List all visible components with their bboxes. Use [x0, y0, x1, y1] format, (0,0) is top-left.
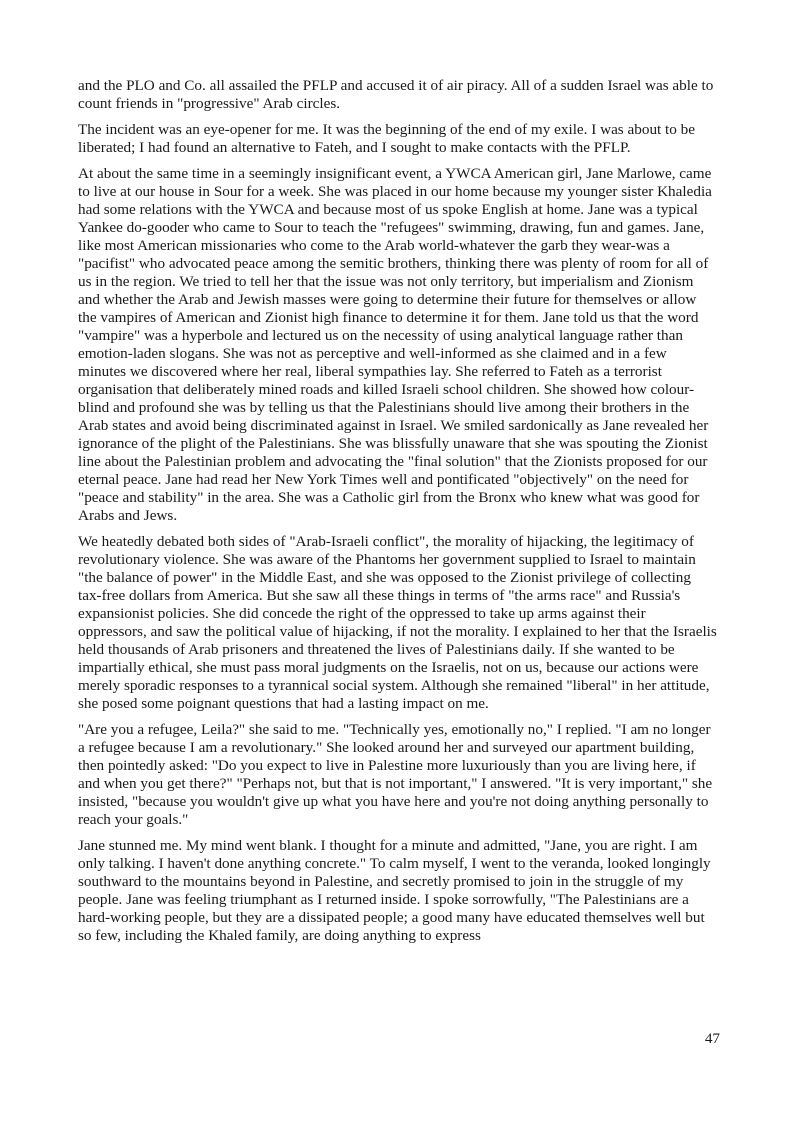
- paragraph: The incident was an eye-opener for me. It was the beginning of the end of my exile. I was about to be liberated; I had found an alternative to Fateh, and I sought to make contacts with the PFLP.: [78, 121, 695, 156]
- paragraph: We heatedly debated both sides of "Arab-Israeli conflict", the morality of hijacking, the legitimacy of revolutionary violence. She was aware of the Phantoms her government supplied to Israel to maintain "the balance of power" in the Middle East, and she was opposed to the Zionist privilege of collecting tax-free dollars from America. But she saw all these things in terms of "the arms race" and Russia's expansionist policies. She did concede the right of the oppressed to take up arms against their oppressors, and saw the political value of hijacking, if not the morality. I explained to her that the Israelis held thousands of Arab prisoners and threatened the lives of Palestinians daily. If she wanted to be impartially ethical, she must pass moral judgments on the Israelis, not on us, because our actions were merely sporadic responses to a tyrannical social system. Although she remained "liberal" in her attitude, she posed some poignant questions that had a lasting impact on me.: [78, 533, 717, 712]
- paragraph: Jane stunned me. My mind went blank. I thought for a minute and admitted, "Jane, you are right. I am only talking. I haven't done anything concrete." To calm myself, I went to the veranda, looked longingly southward to the mountains beyond in Palestine, and secretly promised to join in the struggle of my people. Jane was feeling triumphant as I returned inside. I spoke sorrowfully, "The Palestinians are a hard-working people, but they are a dissipated people; a good many have educated themselves well but so few, including the Khaled family, are doing anything to express: [78, 837, 711, 944]
- paragraph: At about the same time in a seemingly insignificant event, a YWCA American girl, Jane Marlowe, came to live at our house in Sour for a week. She was placed in our home because my younger sister Khaledia had some relations with the YWCA and because most of us spoke English at home. Jane was a typical Yankee do-gooder who came to Sour to teach the "refugees" swimming, drawing, fun and games. Jane, like most American missionaries who come to the Arab world-whatever the garb they wear-was a "pacifist" who advocated peace among the semitic brothers, thinking there was plenty of room for all of us in the region. We tried to tell her that the issue was not only territory, but imperialism and Zionism and whether the Arab and Jewish masses were going to determine their future for themselves or allow the vampires of American and Zionist high finance to determine it for them. Jane told us that the word "vampire" was a hyperbole and lectured us on the necessity of using analytical language rather than emotion-laden slogans. She was not as perceptive and well-informed as she claimed and in a few minutes we discovered where her real, liberal sympathies lay. She referred to Fateh as a terrorist organisation that deliberately mined roads and killed Israeli school children. She showed how colour-blind and profound she was by telling us that the Palestinians should live among their brothers in the Arab states and avoid being discriminated against in Israel. We smiled sardonically as Jane revealed her ignorance of the plight of the Palestinians. She was blissfully unaware that she was spouting the Zionist line about the Palestinian problem and advocating the "final solution" that the Zionists proposed for our eternal peace. Jane had read her New York Times well and pontificated "objectively" on the need for "peace and stability" in the area. She was a Catholic girl from the Bronx who knew what was good for Arabs and Jews.: [78, 165, 712, 524]
- page-number: 47: [704, 1030, 720, 1047]
- paragraph: "Are you a refugee, Leila?" she said to me. "Technically yes, emotionally no," I replied. "I am no longer a refugee because I am a revolutionary." She looked around her and surveyed our apartment building, then pointedly asked: "Do you expect to live in Palestine more luxuriously than you are living here, if and when you get there?" "Perhaps not, but that is not important," I answered. "It is very important," she insisted, "because you wouldn't give up what you have here and you're not doing anything personally to reach your goals.": [78, 721, 713, 828]
- paragraph: and the PLO and Co. all assailed the PFLP and accused it of air piracy. All of a sudden Israel was able to count friends in "progressive" Arab circles.: [78, 77, 714, 112]
- page-body: [78, 77, 718, 953]
